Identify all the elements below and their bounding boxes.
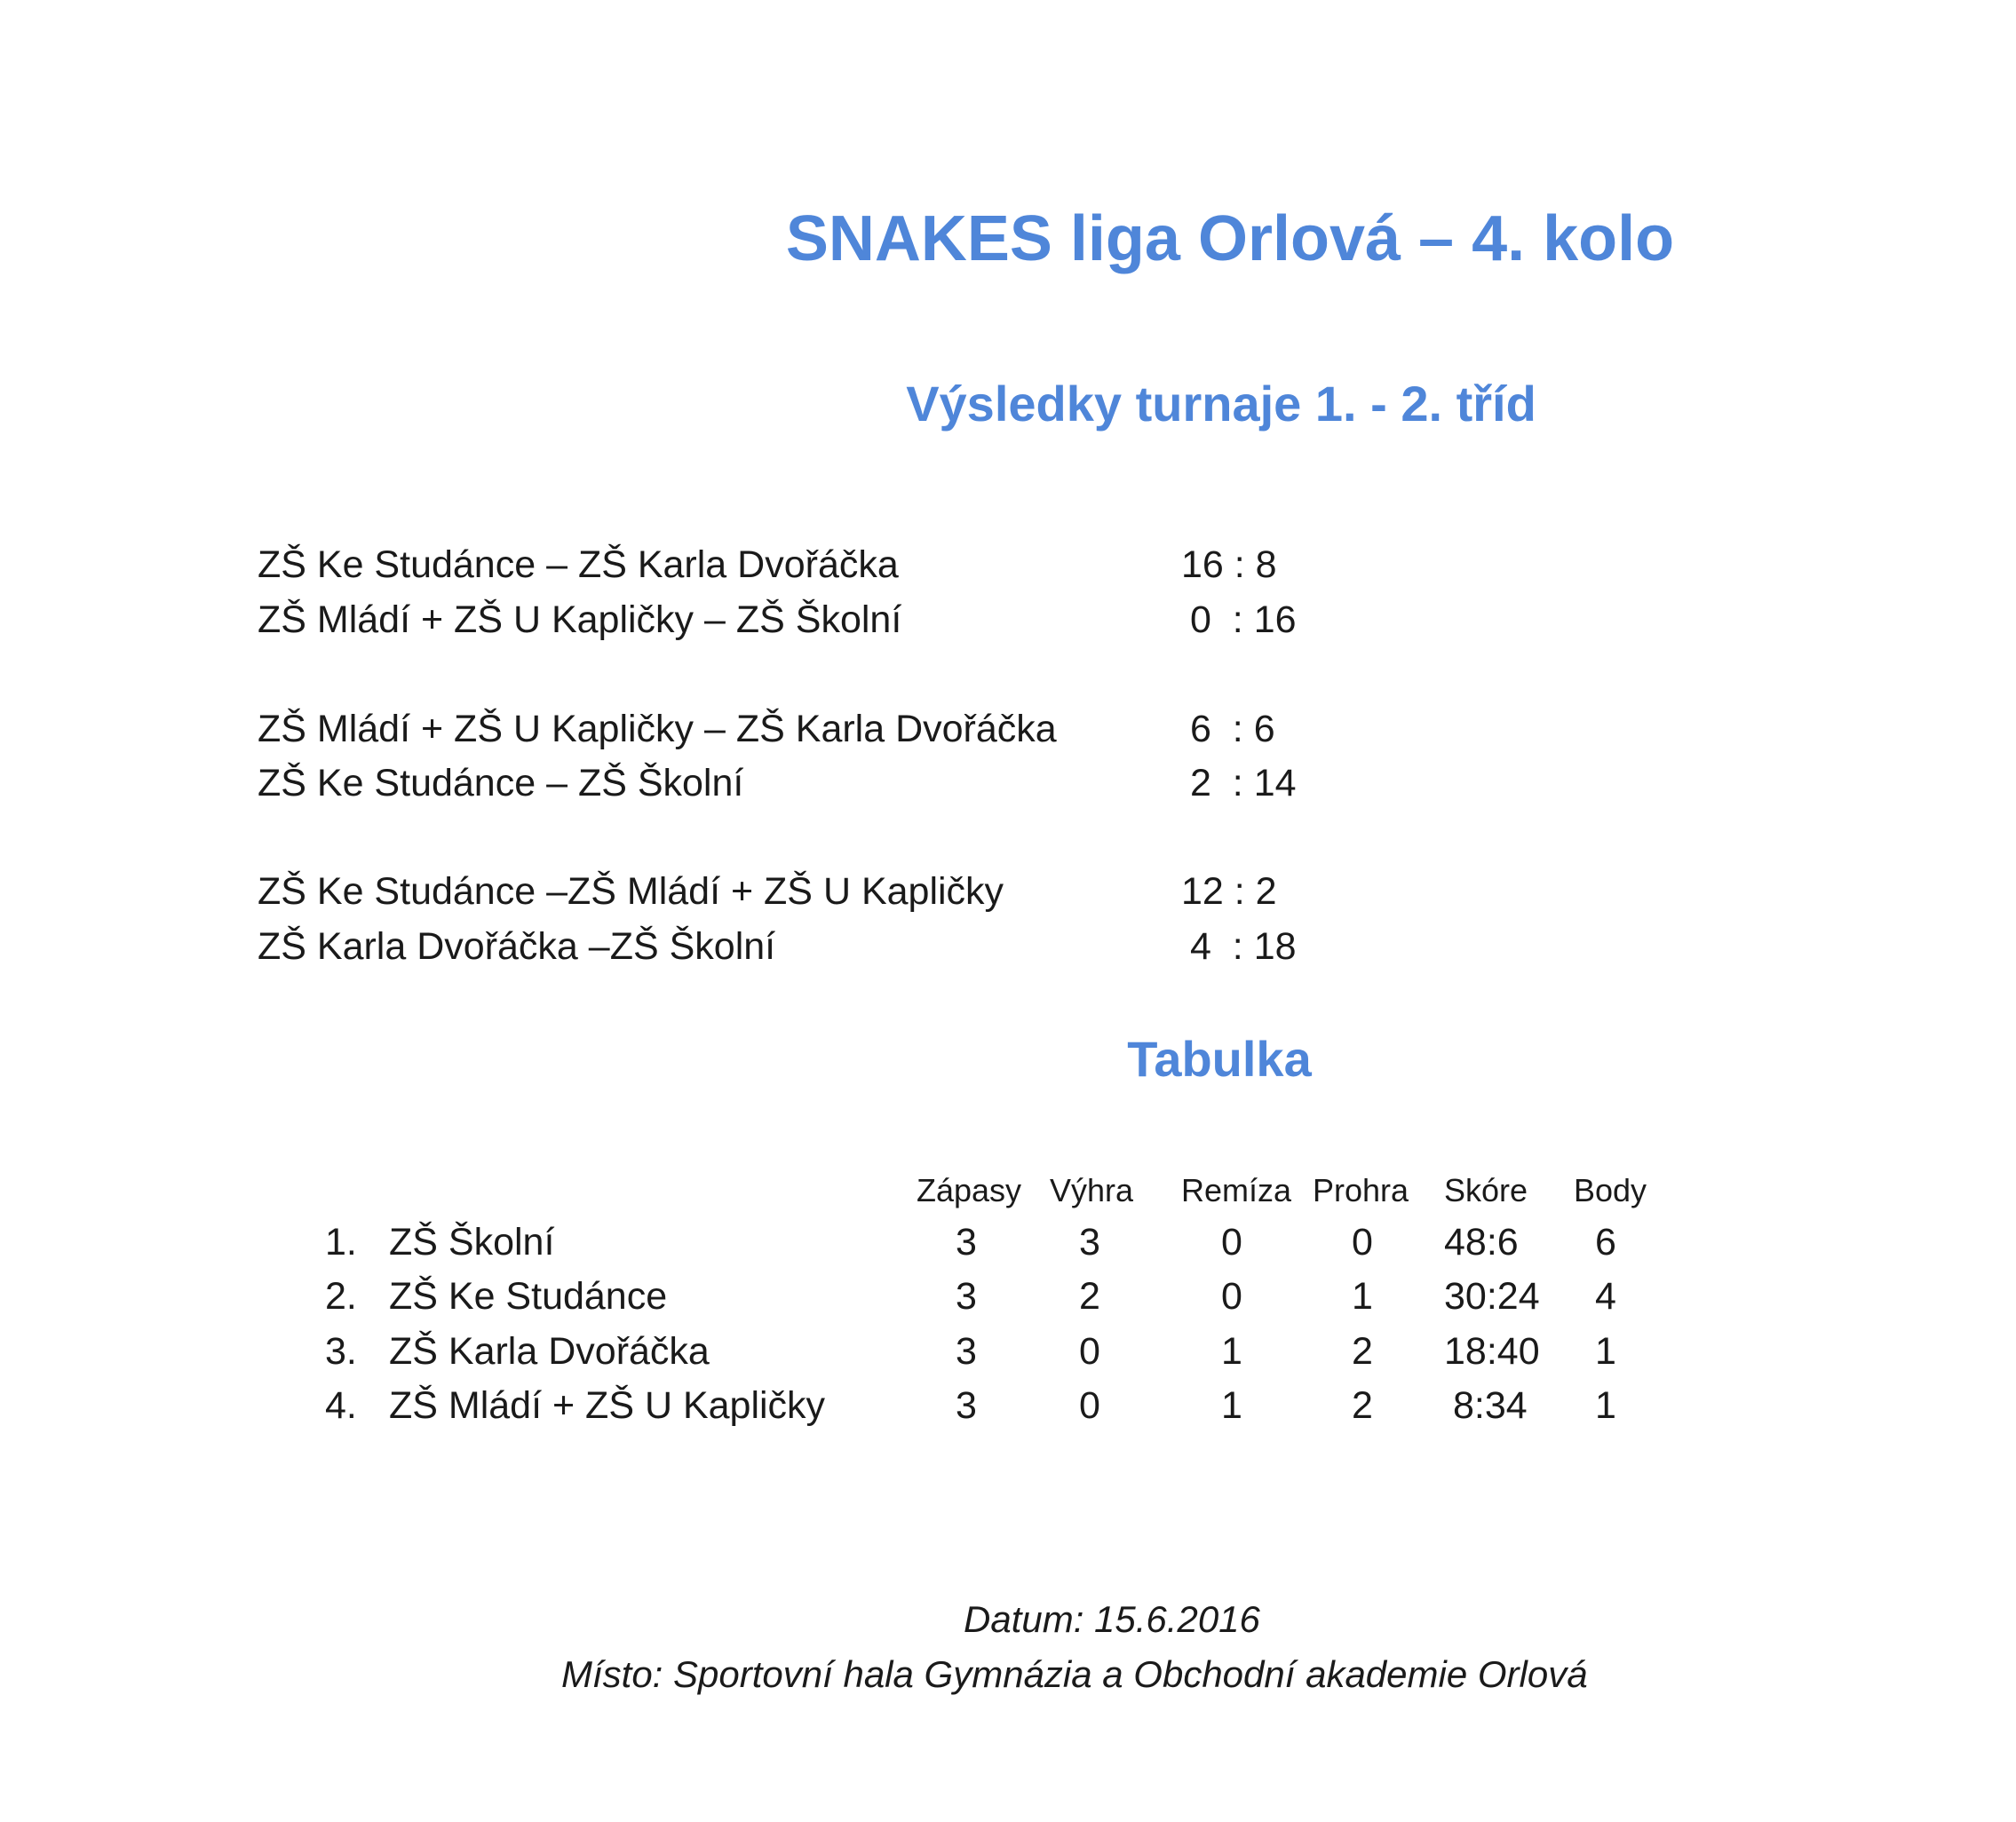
results-heading: Výsledky turnaje 1. - 2. tříd bbox=[906, 376, 1536, 432]
cell-body: 6 bbox=[1595, 1221, 1616, 1264]
table-row bbox=[0, 1330, 2016, 1383]
cell-vyhra: 0 bbox=[1079, 1384, 1100, 1427]
rank: 2. bbox=[325, 1275, 357, 1318]
cell-zapasy: 3 bbox=[956, 1221, 977, 1264]
result-score: 12 : 2 bbox=[1181, 870, 1277, 913]
result-score: 16 : 8 bbox=[1181, 543, 1277, 586]
rank: 4. bbox=[325, 1384, 357, 1427]
cell-prohra: 2 bbox=[1352, 1384, 1373, 1427]
cell-skore: 30:24 bbox=[1444, 1275, 1540, 1318]
table-row bbox=[0, 1275, 2016, 1328]
cell-vyhra: 2 bbox=[1079, 1275, 1100, 1318]
team-name: ZŠ Mládí + ZŠ U Kapličky bbox=[389, 1384, 826, 1427]
column-header-remiza: Remíza bbox=[1181, 1172, 1292, 1208]
cell-skore: 48:6 bbox=[1444, 1221, 1519, 1264]
result-score: 0 : 16 bbox=[1190, 598, 1297, 641]
result-match: ZŠ Karla Dvořáčka –ZŠ Školní bbox=[258, 925, 776, 968]
team-name: ZŠ Karla Dvořáčka bbox=[389, 1330, 710, 1373]
column-header-prohra: Prohra bbox=[1313, 1172, 1409, 1208]
result-match: ZŠ Mládí + ZŠ U Kapličky – ZŠ Karla Dvořáčka bbox=[258, 708, 1057, 750]
column-header-vyhra: Výhra bbox=[1050, 1172, 1134, 1208]
cell-remiza: 1 bbox=[1221, 1330, 1242, 1373]
team-name: ZŠ Školní bbox=[389, 1221, 555, 1264]
result-match: ZŠ Ke Studánce – ZŠ Karla Dvořáčka bbox=[258, 543, 899, 586]
result-score: 2 : 14 bbox=[1190, 762, 1297, 804]
cell-zapasy: 3 bbox=[956, 1330, 977, 1373]
cell-prohra: 0 bbox=[1352, 1221, 1373, 1264]
rank: 1. bbox=[325, 1221, 357, 1264]
result-match: ZŠ Ke Studánce – ZŠ Školní bbox=[258, 762, 744, 804]
cell-skore: 8:34 bbox=[1453, 1384, 1528, 1427]
table-heading: Tabulka bbox=[1127, 1031, 1312, 1087]
cell-vyhra: 0 bbox=[1079, 1330, 1100, 1373]
cell-body: 1 bbox=[1595, 1384, 1616, 1427]
cell-body: 4 bbox=[1595, 1275, 1616, 1318]
result-score: 6 : 6 bbox=[1190, 708, 1275, 750]
cell-remiza: 0 bbox=[1221, 1275, 1242, 1318]
cell-prohra: 2 bbox=[1352, 1330, 1373, 1373]
cell-zapasy: 3 bbox=[956, 1275, 977, 1318]
cell-remiza: 0 bbox=[1221, 1221, 1242, 1264]
table-row bbox=[0, 1221, 2016, 1274]
cell-remiza: 1 bbox=[1221, 1384, 1242, 1427]
column-header-zapasy: Zápasy bbox=[917, 1172, 1022, 1208]
rank: 3. bbox=[325, 1330, 357, 1373]
team-name: ZŠ Ke Studánce bbox=[389, 1275, 668, 1318]
cell-vyhra: 3 bbox=[1079, 1221, 1100, 1264]
column-header-body: Body bbox=[1574, 1172, 1647, 1208]
column-header-skore: Skóre bbox=[1444, 1172, 1528, 1208]
result-match: ZŠ Mládí + ZŠ U Kapličky – ZŠ Školní bbox=[258, 598, 902, 641]
event-place: Místo: Sportovní hala Gymnázia a Obchodní akademie Orlová bbox=[561, 1653, 1588, 1695]
table-row bbox=[0, 1384, 2016, 1438]
result-match: ZŠ Ke Studánce –ZŠ Mládí + ZŠ U Kapličky bbox=[258, 870, 1004, 913]
cell-zapasy: 3 bbox=[956, 1384, 977, 1427]
event-date: Datum: 15.6.2016 bbox=[964, 1598, 1260, 1640]
page-title: SNAKES liga Orlová – 4. kolo bbox=[785, 203, 1675, 274]
cell-skore: 18:40 bbox=[1444, 1330, 1540, 1373]
cell-prohra: 1 bbox=[1352, 1275, 1373, 1318]
result-score: 4 : 18 bbox=[1190, 925, 1297, 968]
cell-body: 1 bbox=[1595, 1330, 1616, 1373]
